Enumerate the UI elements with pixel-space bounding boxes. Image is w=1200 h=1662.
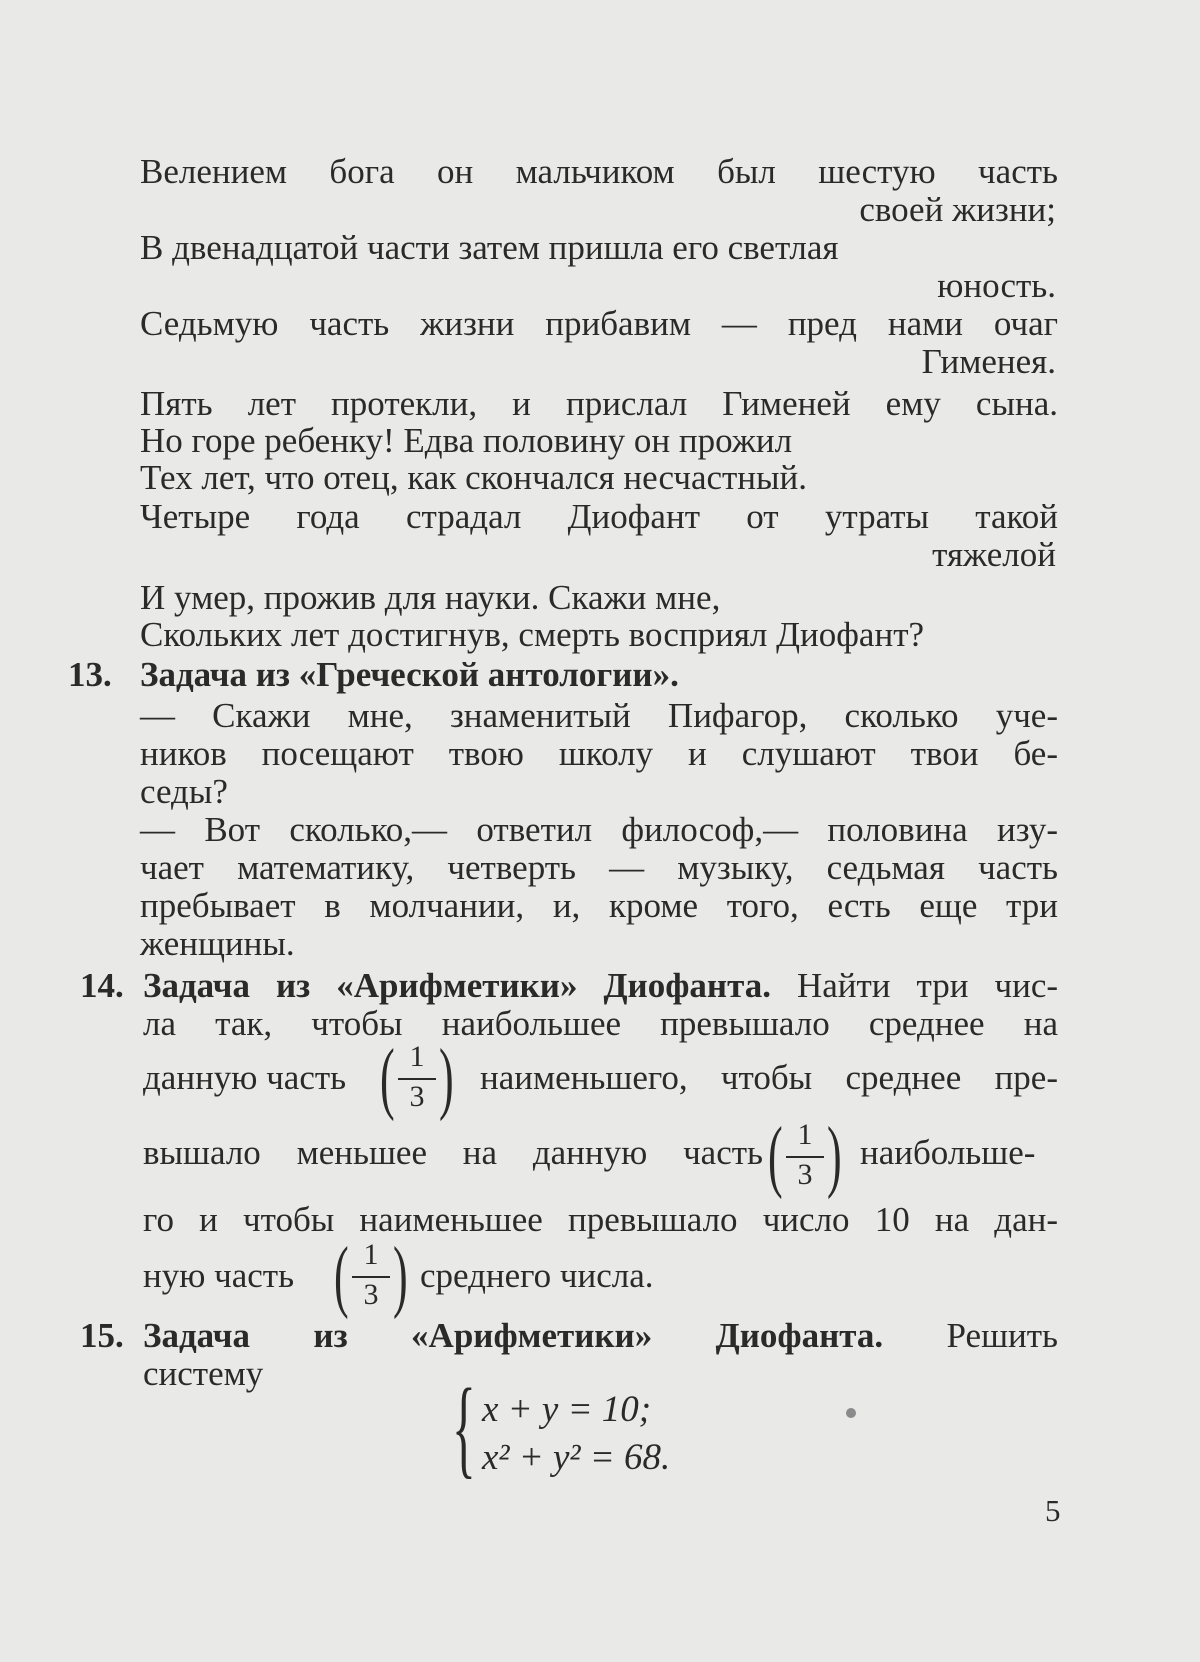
poem-line-7: Четыре года страдал Диофант от утраты такой xyxy=(140,497,1058,536)
equation-system xyxy=(452,1366,712,1490)
fraction-denominator: 3 xyxy=(797,1158,813,1191)
problem-15-line-2: систему xyxy=(143,1354,264,1393)
system-brace: { xyxy=(452,1366,476,1488)
problem-13-line-3: седы? xyxy=(140,772,228,811)
left-paren: ( xyxy=(333,1232,349,1320)
right-paren: ) xyxy=(439,1034,455,1122)
poem-line-9: Скольких лет достигнув, смерть восприял Диофант? xyxy=(140,615,925,654)
problem-14-number: 14. xyxy=(80,966,124,1005)
problem-14-line-3a: данную часть xyxy=(143,1058,347,1097)
poem-line-1-cont: своей жизни; xyxy=(859,190,1056,229)
problem-14-title: Задача из «Арифметики» Диофанта. xyxy=(143,966,771,1005)
problem-15-line-1 xyxy=(143,1316,1058,1356)
poem-line-8: И умер, прожив для науки. Скажи мне, xyxy=(140,578,721,617)
problem-13-line-6: пребывает в молчании, и, кроме того, есть еще три xyxy=(140,886,1058,925)
fraction-denominator: 3 xyxy=(409,1080,425,1113)
poem-line-3-cont: Гименея. xyxy=(921,342,1056,381)
problem-13-line-4: — Вот сколько,— ответил философ,— половина изу- xyxy=(140,810,1058,849)
poem-line-4: Пять лет протекли, и прислал Гименей ему сына. xyxy=(140,384,1058,423)
page-number: 5 xyxy=(1045,1493,1061,1528)
poem-line-3: Седьмую часть жизни прибавим — пред нами очаг xyxy=(140,304,1058,343)
right-paren: ) xyxy=(827,1112,843,1200)
right-paren: ) xyxy=(393,1232,409,1320)
problem-14-line-6a: ную часть xyxy=(143,1256,295,1295)
poem-line-2: В двенадцатой части затем пришла его светлая xyxy=(140,228,839,267)
equation-2: x² + y² = 68. xyxy=(482,1437,671,1478)
poem-line-7-cont: тяжелой xyxy=(932,535,1056,574)
problem-15-number: 15. xyxy=(80,1316,124,1355)
problem-14-line-4a: вышало меньшее на данную часть xyxy=(143,1133,763,1172)
left-paren: ( xyxy=(767,1112,783,1200)
problem-14-line-2: ла так, чтобы наибольшее превышало среднее на xyxy=(143,1004,1058,1043)
poem-line-1: Велением бога он мальчиком был шестую часть xyxy=(140,152,1058,191)
poem-line-6: Тех лет, что отец, как скончался несчастный. xyxy=(140,458,808,497)
problem-15-line-1-rest: Решить xyxy=(946,1316,1059,1355)
fraction-numerator: 1 xyxy=(797,1118,813,1151)
problem-13-line-7: женщины. xyxy=(140,924,295,963)
problem-14-line-4b: наибольше- xyxy=(860,1133,1036,1172)
problem-13-title: Задача из «Греческой антологии». xyxy=(140,655,679,694)
problem-14-line-5: го и чтобы наименьшее превышало число 10 на дан- xyxy=(143,1200,1058,1239)
fraction-one-third-2 xyxy=(767,1112,843,1200)
fraction-numerator: 1 xyxy=(409,1040,425,1073)
problem-14-line-6b: среднего числа. xyxy=(420,1256,654,1295)
fraction-denominator: 3 xyxy=(363,1278,379,1311)
equation-1: x + y = 10; xyxy=(482,1389,652,1430)
problem-13-line-2: ников посещают твою школу и слушают твои бе- xyxy=(140,734,1058,773)
problem-14-line-3b: наименьшего, чтобы среднее пре- xyxy=(480,1058,1058,1097)
left-paren: ( xyxy=(379,1034,395,1122)
fraction-one-third-1 xyxy=(379,1034,455,1122)
problem-15-title: Задача из «Арифметики» Диофанта. xyxy=(143,1316,884,1355)
problem-13-number: 13. xyxy=(68,655,112,694)
problem-13-line-1: — Скажи мне, знаменитый Пифагор, сколько уче- xyxy=(140,696,1058,735)
problem-14-line-1-rest: Найти три чис- xyxy=(796,966,1059,1005)
problem-13-line-5: чает математику, четверть — музыку, седьмая часть xyxy=(140,848,1058,887)
poem-line-5: Но горе ребенку! Едва половину он прожил xyxy=(140,421,793,460)
fraction-numerator: 1 xyxy=(363,1238,379,1271)
print-speck xyxy=(846,1408,856,1418)
problem-14-line-1 xyxy=(143,966,1058,1006)
poem-line-2-cont: юность. xyxy=(937,266,1056,305)
fraction-one-third-3 xyxy=(333,1232,409,1320)
